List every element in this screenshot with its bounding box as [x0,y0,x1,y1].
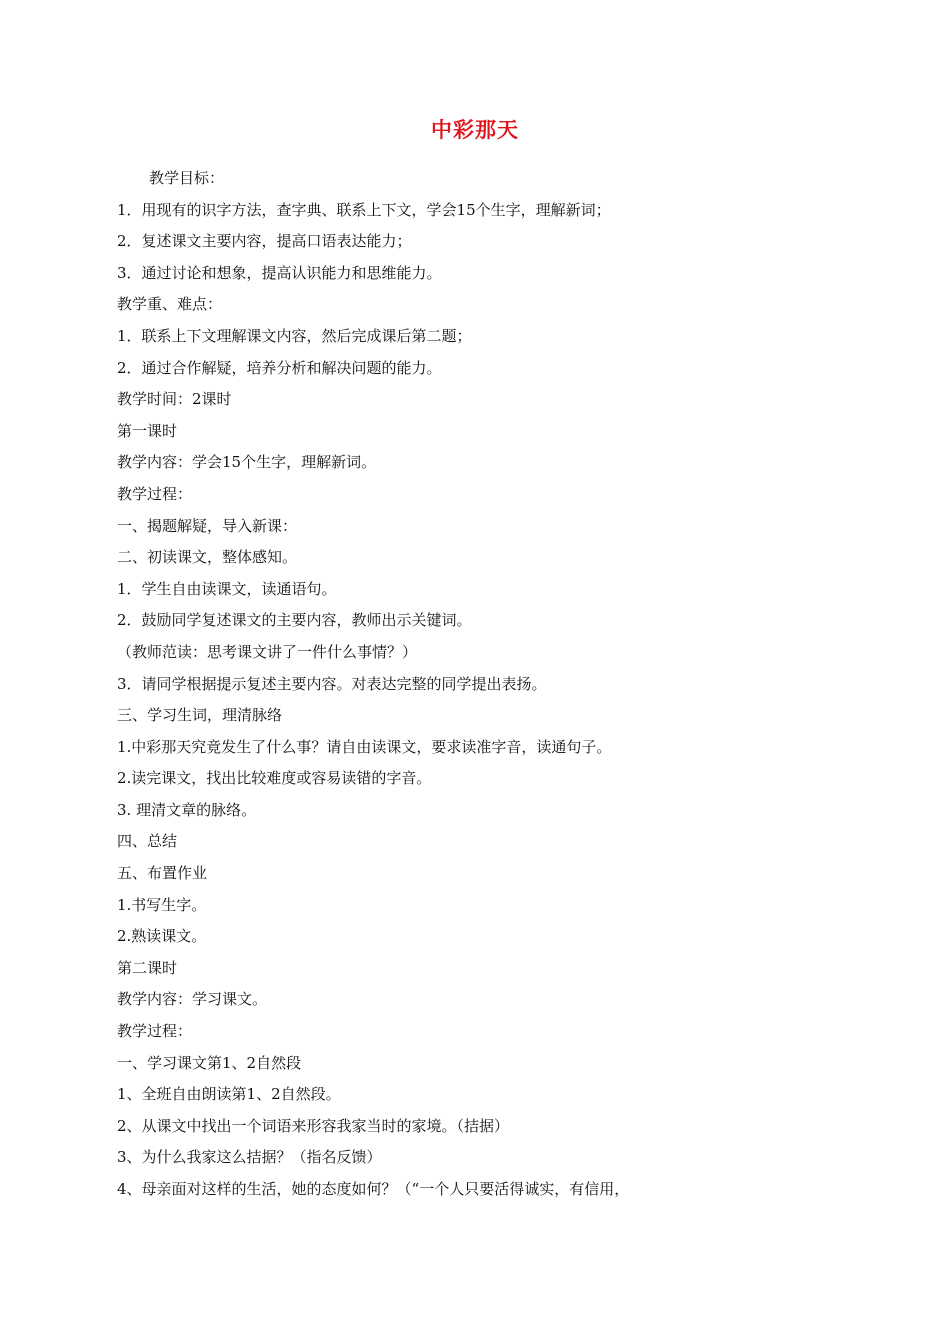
section-heading-objectives: 教学目标： [149,169,225,187]
text-line: 一、揭题解疑，导入新课： [117,516,298,535]
document-body [117,163,837,1206]
text-line: 教学时间：2课时 [117,390,232,409]
text-line: 3、为什么我家这么拮据？（指名反馈） [117,1148,382,1167]
text-line: 五、布置作业 [117,864,208,883]
text-line: 1．学生自由读课文，读通语句。 [117,579,337,598]
text-line: 2、从课文中找出一个词语来形容我家当时的家境。（拮据） [117,1116,510,1135]
section-heading-lesson-1: 第一课时 [117,421,178,440]
text-line: 1.书写生字。 [117,895,207,914]
text-line: 2．鼓励同学复述课文的主要内容，教师出示关键词。 [117,611,472,630]
text-line: 2．通过合作解疑，培养分析和解决问题的能力。 [117,358,442,377]
section-heading-key-points: 教学重、难点： [117,295,223,314]
text-line: 1.中彩那天究竟发生了什么事？请自由读课文，要求读准字音，读通句子。 [117,737,612,756]
document-title: 中彩那天 [431,118,519,142]
text-line: 一、学习课文第1、2自然段 [117,1053,302,1072]
text-line: 四、总结 [117,832,178,851]
text-line: 教学内容：学会15个生字，理解新词。 [117,453,377,472]
text-line: 2.熟读课文。 [117,927,207,946]
text-line: 3．请同学根据提示复述主要内容。对表达完整的同学提出表扬。 [117,674,547,693]
text-line: 三、学习生词，理清脉络 [117,706,283,725]
text-line: 2.读完课文，找出比较难度或容易读错的字音。 [117,769,432,788]
text-line: 教学过程： [117,484,193,503]
text-line: 1．联系上下文理解课文内容，然后完成课后第二题； [117,326,472,345]
text-line: 1．用现有的识字方法，查字典、联系上下文，学会15个生字，理解新词； [117,200,611,219]
text-line: 3．通过讨论和想象，提高认识能力和思维能力。 [117,263,442,282]
text-line: 4、母亲面对这样的生活，她的态度如何？（“一个人只要活得诚实，有信用， [117,1180,630,1198]
text-line: 教学内容：学习课文。 [117,990,268,1009]
text-line: 2．复述课文主要内容，提高口语表达能力； [117,232,412,251]
text-line: 3. 理清文章的脉络。 [117,800,257,819]
text-line: 二、初读课文，整体感知。 [117,548,298,567]
text-line: 教学过程： [117,1022,193,1041]
text-line: （教师范读：思考课文讲了一件什么事情？） [117,642,418,661]
section-heading-lesson-2: 第二课时 [117,958,178,977]
text-line: 1、全班自由朗读第1、2自然段。 [117,1085,341,1104]
